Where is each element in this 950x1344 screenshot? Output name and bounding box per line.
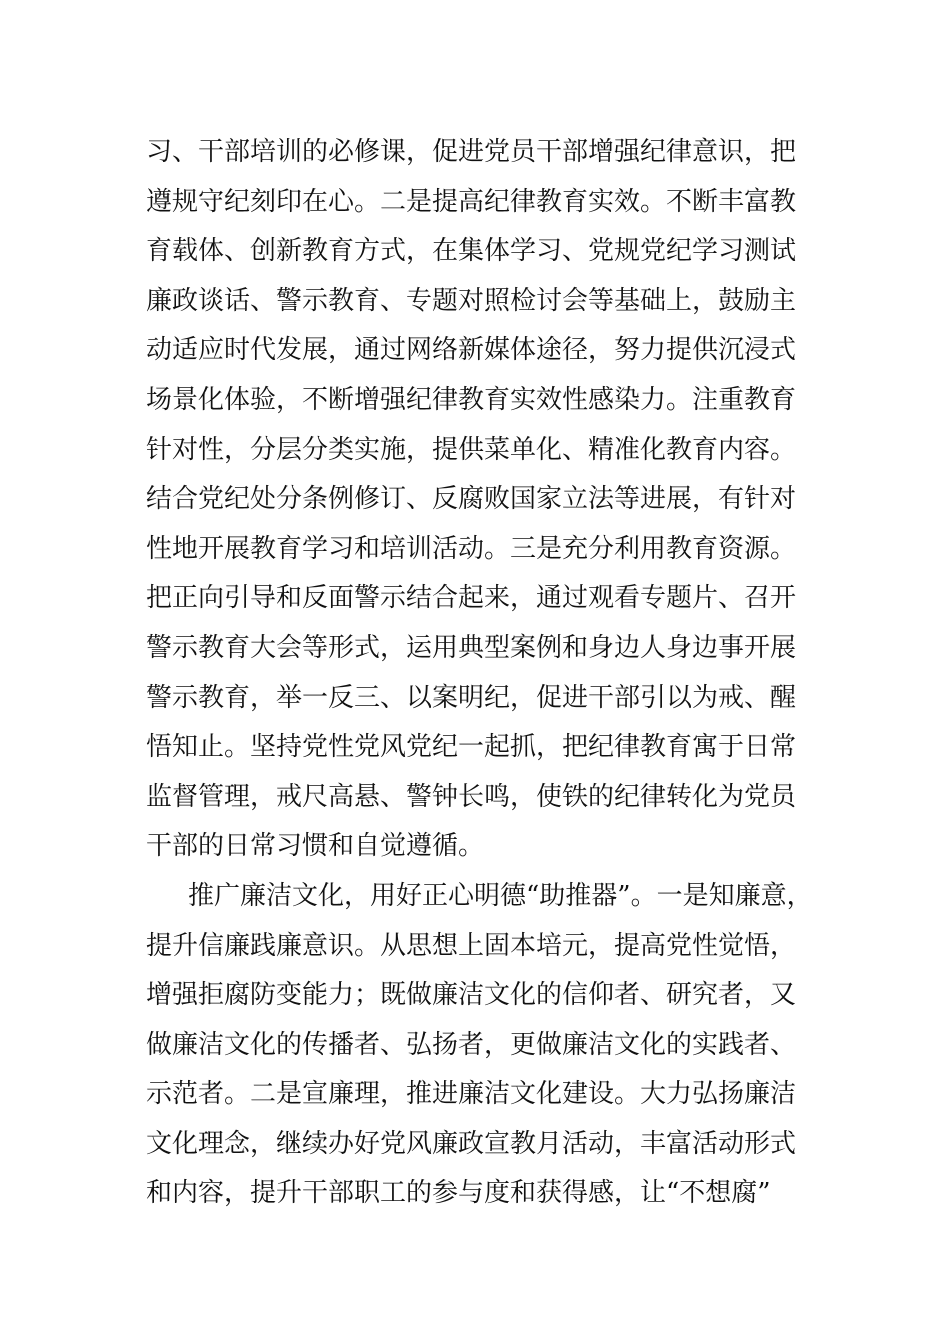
paragraph-start-line: 推广廉洁文化，用好正心明德“助推器”。一是知廉意， <box>188 880 813 911</box>
document-body <box>146 128 826 1219</box>
text-line: 提升信廉践廉意识。从思想上固本培元，提高党性觉悟， <box>146 930 797 961</box>
text-line: 性地开展教育学习和培训活动。三是充分利用教育资源。 <box>146 533 797 564</box>
text-line: 育载体、创新教育方式，在集体学习、党规党纪学习测试 <box>146 236 797 267</box>
text-line: 增强拒腐防变能力；既做廉洁文化的信仰者、研究者，又 <box>146 980 797 1011</box>
text-line: 悟知止。坚持党性党风党纪一起抓，把纪律教育寓于日常 <box>146 732 797 763</box>
text-line: 警示教育大会等形式，运用典型案例和身边人身边事开展 <box>146 632 797 663</box>
text-line: 遵规守纪刻印在心。二是提高纪律教育实效。不断丰富教 <box>146 186 797 217</box>
text-line: 和内容，提升干部职工的参与度和获得感，让“不想腐” <box>146 1178 771 1209</box>
text-line: 针对性，分层分类实施，提供菜单化、精准化教育内容。 <box>146 434 797 465</box>
text-line: 监督管理，戒尺高悬、警钟长鸣，使铁的纪律转化为党员 <box>146 781 797 812</box>
text-line: 动适应时代发展，通过网络新媒体途径，努力提供沉浸式 <box>146 335 797 366</box>
text-line: 警示教育，举一反三、以案明纪，促进干部引以为戒、醒 <box>146 682 797 713</box>
text-line: 把正向引导和反面警示结合起来，通过观看专题片、召开 <box>146 583 797 614</box>
text-line: 结合党纪处分条例修订、反腐败国家立法等进展，有针对 <box>146 484 797 515</box>
text-line: 干部的日常习惯和自觉遵循。 <box>146 831 485 862</box>
text-line: 习、干部培训的必修课，促进党员干部增强纪律意识，把 <box>146 137 797 167</box>
text-line: 廉政谈话、警示教育、专题对照检讨会等基础上，鼓励主 <box>146 285 797 316</box>
text-line: 示范者。二是宣廉理，推进廉洁文化建设。大力弘扬廉洁 <box>146 1079 797 1110</box>
text-line: 做廉洁文化的传播者、弘扬者，更做廉洁文化的实践者、 <box>146 1029 797 1060</box>
text-line: 场景化体验，不断增强纪律教育实效性感染力。注重教育 <box>146 384 797 415</box>
text-line: 文化理念，继续办好党风廉政宣教月活动，丰富活动形式 <box>146 1128 797 1159</box>
